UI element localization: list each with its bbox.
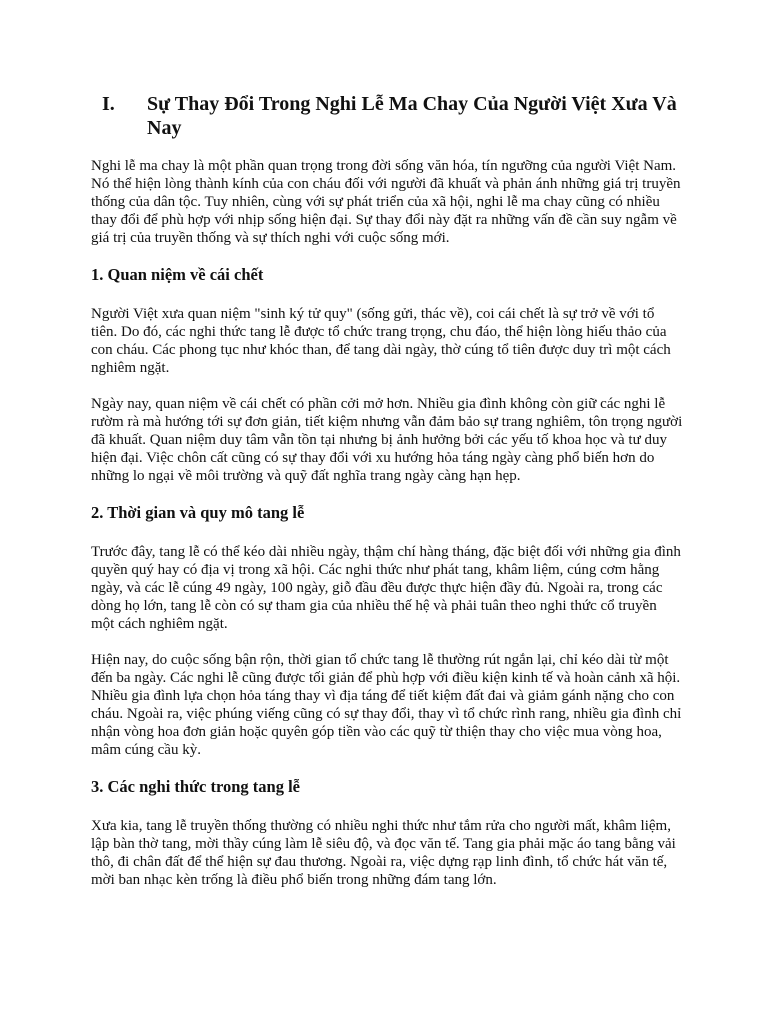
section-3-paragraph-1: Xưa kia, tang lễ truyền thống thường có nhiều nghi thức như tắm rửa cho người mất, khâm liệm, lập bàn thờ tang, mời thầy cúng làm lễ siêu độ, và đọc văn tế. Tang gia phải mặc áo tang bằng vải thô, đi chân đất để thể hiện sự đau thương. Ngoài ra, việc dựng rạp linh đình, tổ chức hát văn tế, mời ban nhạc kèn trống là điều phổ biến trong những đám tang lớn. xyxy=(91,818,676,888)
section-2-paragraph-1: Trước đây, tang lễ có thể kéo dài nhiều ngày, thậm chí hàng tháng, đặc biệt đối với những gia đình quyền quý hay có địa vị trong xã hội. Các nghi thức như phát tang, khâm liệm, cúng cơm hằng ngày, và các lễ cúng 49 ngày, 100 ngày, giỗ đầu đều được thực hiện đầy đủ. Ngoài ra, trong các dòng họ lớn, tang lễ còn có sự tham gia của nhiều thế hệ và phải tuân theo nghi thức cổ truyền một cách nghiêm ngặt. xyxy=(91,544,681,632)
section-1-paragraph-2: Ngày nay, quan niệm về cái chết có phần cởi mở hơn. Nhiều gia đình không còn giữ các nghi lễ rườm rà mà hướng tới sự đơn giản, tiết kiệm nhưng vẫn đảm bảo sự trang nghiêm, tôn trọng người đã khuất. Quan niệm duy tâm vẫn tồn tại nhưng bị ảnh hưởng bởi các yếu tố khoa học và tư duy hiện đại. Việc chôn cất cũng có sự thay đổi với xu hướng hỏa táng ngày càng phổ biến hơn do những lo ngại về môi trường và quỹ đất nghĩa trang ngày càng hạn hẹp. xyxy=(91,396,683,484)
section-heading-1: 1. Quan niệm về cái chết xyxy=(91,265,264,284)
document-body xyxy=(91,157,683,907)
section-2-paragraph-2: Hiện nay, do cuộc sống bận rộn, thời gian tổ chức tang lễ thường rút ngắn lại, chỉ kéo dài từ một đến ba ngày. Các nghi lễ cũng được tối giản để phù hợp với điều kiện kinh tế và hoàn cảnh xã hội. Nhiều gia đình lựa chọn hỏa táng thay vì địa táng để tiết kiệm đất đai và giảm gánh nặng cho con cháu. Ngoài ra, việc phúng viếng cũng có sự thay đổi, thay vì tổ chức rình rang, nhiều gia đình chỉ nhận vòng hoa đơn giản hoặc quyên góp tiền vào các quỹ từ thiện thay cho việc mua vòng hoa, mâm cúng cầu kỳ. xyxy=(91,652,682,758)
title-number: I. xyxy=(102,93,115,115)
section-heading-3: 3. Các nghi thức trong tang lễ xyxy=(91,777,300,796)
section-1-paragraph-1: Người Việt xưa quan niệm "sinh ký tử quy" (sống gửi, thác về), coi cái chết là sự trở về với tổ tiên. Do đó, các nghi thức tang lễ được tổ chức trang trọng, chu đáo, thể hiện lòng hiếu thảo của con cháu. Các phong tục như khóc than, để tang dài ngày, thờ cúng tổ tiên được duy trì một cách nghiêm ngặt. xyxy=(91,306,671,376)
section-heading-2: 2. Thời gian và quy mô tang lễ xyxy=(91,503,305,522)
intro-paragraph: Nghi lễ ma chay là một phần quan trọng trong đời sống văn hóa, tín ngưỡng của người Việt Nam. Nó thể hiện lòng thành kính của con cháu đối với người đã khuất và phản ánh những giá trị truyền thống của dân tộc. Tuy nhiên, cùng với sự phát triển của xã hội, nghi lễ ma chay cũng có nhiều thay đổi để phù hợp với nhịp sống hiện đại. Sự thay đổi này đặt ra những vấn đề cần suy ngẫm về giá trị của truyền thống và sự thích nghi với cuộc sống mới. xyxy=(91,158,681,246)
title-text: Sự Thay Đổi Trong Nghi Lễ Ma Chay Của Người Việt Xưa Và Nay xyxy=(147,93,677,139)
document-title xyxy=(102,92,682,140)
